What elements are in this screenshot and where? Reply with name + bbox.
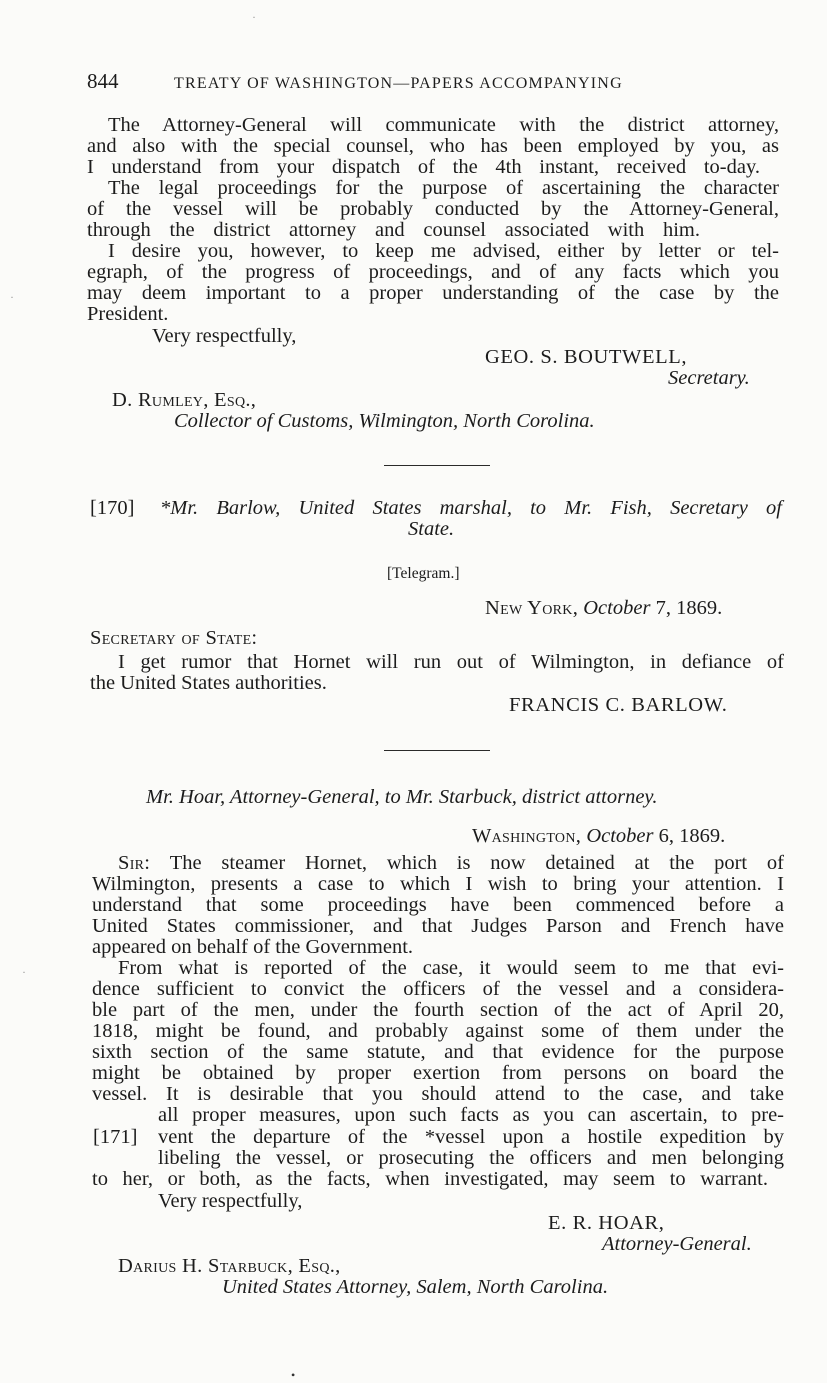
- body-line: the United States authorities.: [90, 672, 327, 694]
- body-line: I desire you, however, to keep me advised, either by letter or tel-: [108, 240, 779, 262]
- body-line: The legal proceedings for the purpose of ascertaining the character: [108, 177, 779, 199]
- body-line: to her, or both, as the facts, when investigated, may seem to warrant.: [92, 1168, 768, 1190]
- body-line: From what is reported of the case, it would seem to me that evi-: [118, 957, 784, 979]
- body-line: all proper measures, upon such facts as you can ascertain, to pre-: [158, 1104, 784, 1126]
- page-number: 844: [87, 69, 119, 93]
- telegram-note: [Telegram.]: [387, 565, 460, 582]
- closing: Very respectfully,: [152, 325, 297, 347]
- page-marker: [170]: [90, 497, 135, 519]
- addressee: Darius H. Starbuck, Esq.,: [118, 1255, 341, 1277]
- body-line: The Attorney-General will communicate with the district attorney,: [108, 114, 779, 136]
- dateline-place: New York,: [485, 597, 579, 619]
- dateline-place: Washington,: [472, 825, 582, 847]
- signature: FRANCIS C. BARLOW.: [509, 694, 728, 716]
- body-line: sixth section of the same statute, and that evidence for the purpose: [92, 1041, 784, 1063]
- body-line: of the vessel will be probably conducted by the Attorney-General,: [87, 198, 779, 220]
- dateline: [485, 597, 722, 619]
- letter-heading: Mr. Hoar, Attorney-General, to Mr. Starbuck, district attorney.: [146, 786, 658, 808]
- body-line: United States commissioner, and that Judges Parson and French have: [92, 915, 784, 937]
- letter-heading: *Mr. Barlow, United States marshal, to Mr. Fish, Secretary of: [160, 497, 782, 519]
- body-line: through the district attorney and counsel associated with him.: [87, 219, 700, 241]
- body-line: dence sufficient to convict the officers of the vessel and a considera-: [92, 978, 784, 1000]
- body-line: President.: [87, 303, 169, 325]
- dateline-day-year: 6, 1869.: [658, 825, 726, 847]
- body-line: vessel. It is desirable that you should attend to the case, and take: [92, 1083, 784, 1105]
- closing: Very respectfully,: [158, 1190, 303, 1212]
- dateline: [472, 825, 725, 847]
- scan-speck: ·: [22, 965, 26, 979]
- section-divider: [384, 465, 490, 466]
- addressee: D. Rumley, Esq.,: [112, 389, 257, 411]
- running-title: TREATY OF WASHINGTON—PAPERS ACCOMPANYING: [174, 75, 623, 92]
- signature-title: Secretary.: [668, 367, 750, 389]
- body-line: egraph, of the progress of proceedings, and of any facts which you: [87, 261, 779, 283]
- body-line: 1818, might be found, and probably against some of them under the: [92, 1020, 784, 1042]
- body-line: appeared on behalf of the Government.: [92, 936, 414, 958]
- body-line: understand that some proceedings have been commenced before a: [92, 894, 784, 916]
- scan-speck: ·: [10, 290, 14, 304]
- addressee-office: United States Attorney, Salem, North Carolina.: [222, 1276, 609, 1298]
- body-line: I understand from your dispatch of the 4th instant, received to-day.: [87, 156, 760, 178]
- letter-heading-cont: State.: [408, 518, 455, 540]
- body-line: may deem important to a proper understanding of the case by the: [87, 282, 779, 304]
- addressee-office: Collector of Customs, Wilmington, North Corolina.: [174, 410, 595, 432]
- section-divider: [384, 750, 490, 751]
- dateline-day-year: 7, 1869.: [655, 597, 723, 619]
- scan-speck: •: [291, 1368, 296, 1382]
- body-line: and also with the special counsel, who has been employed by you, as: [87, 135, 779, 157]
- body-line: I get rumor that Hornet will run out of Wilmington, in defiance of: [118, 651, 784, 673]
- signature: E. R. HOAR,: [548, 1212, 665, 1234]
- body-line: vent the departure of the *vessel upon a hostile expedition by: [158, 1126, 784, 1148]
- signature-title: Attorney-General.: [602, 1233, 752, 1255]
- body-line: might be obtained by proper exertion from persons on board the: [92, 1062, 784, 1084]
- body-line: ble part of the men, under the fourth section of the act of April 20,: [92, 999, 784, 1021]
- body-line: [118, 852, 784, 874]
- dateline-month: October: [586, 825, 654, 847]
- body-line: Wilmington, presents a case to which I wish to bring your attention. I: [92, 873, 784, 895]
- salutation: Secretary of State:: [90, 627, 258, 649]
- body-line: libeling the vessel, or prosecuting the officers and men belonging: [158, 1147, 784, 1169]
- signature: GEO. S. BOUTWELL,: [485, 346, 688, 368]
- salutation: Sir:: [118, 852, 151, 874]
- scan-speck: ·: [252, 10, 256, 24]
- page-marker: [171]: [93, 1126, 138, 1148]
- body-first-text: The steamer Hornet, which is now detained at the port of: [169, 852, 784, 874]
- dateline-month: October: [583, 597, 651, 619]
